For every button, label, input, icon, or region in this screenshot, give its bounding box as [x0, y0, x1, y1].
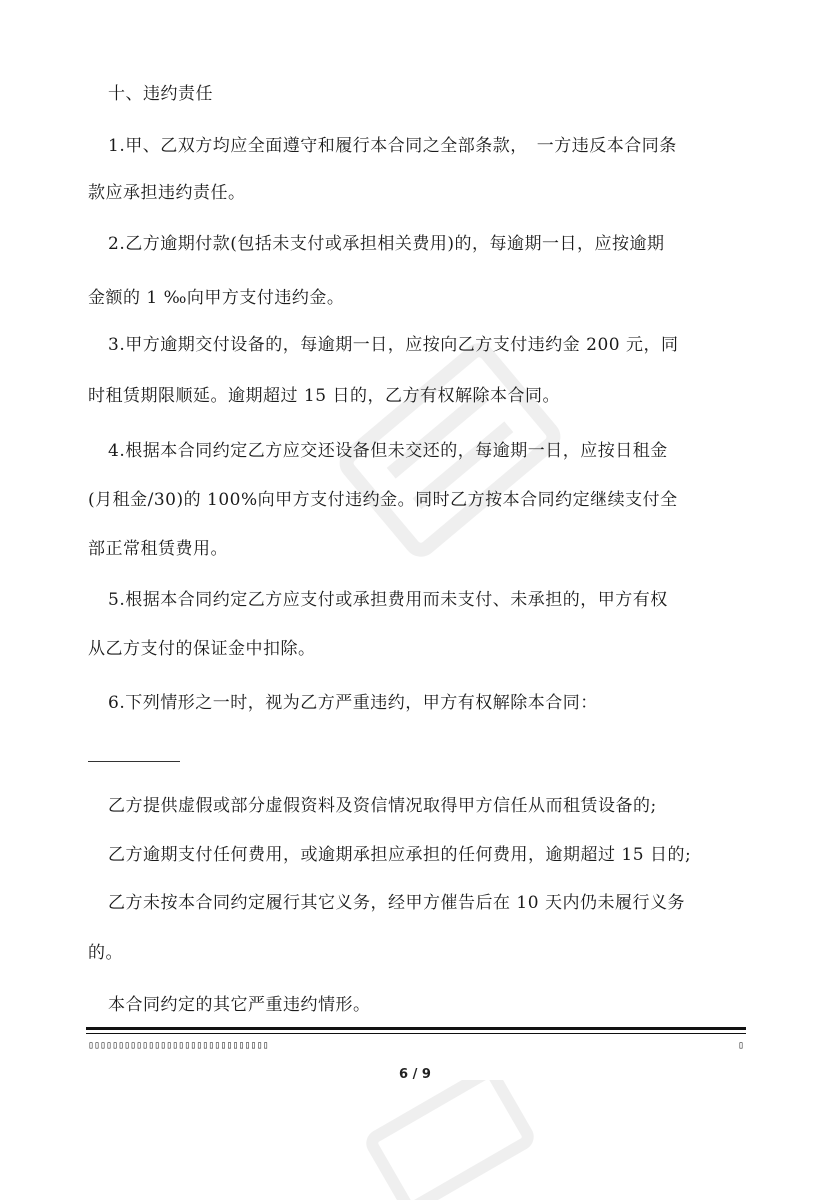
paragraph-line: 金额的 1 ‰向甲方支付违约金。 [88, 288, 345, 308]
paragraph-line: 5.根据本合同约定乙方应支付或承担费用而未支付、未承担的，甲方有权 [108, 590, 668, 610]
paragraph-line: 从乙方支付的保证金中扣除。 [88, 639, 316, 659]
footer-right-text: ▯ [738, 1040, 745, 1051]
footer-divider-thin [86, 1033, 746, 1034]
list-item: 的。 [88, 943, 123, 963]
paragraph-line: 4.根据本合同约定乙方应交还设备但未交还的，每逾期一日，应按日租金 [108, 441, 668, 461]
paragraph-line: (月租金/30)的 100%向甲方支付违约金。同时乙方按本合同约定继续支付全 [88, 490, 678, 510]
list-item: 本合同约定的其它严重违约情形。 [108, 995, 371, 1015]
page-number: 6 / 9 [399, 1067, 431, 1082]
footer-divider-thick [86, 1027, 746, 1030]
paragraph-line: 1.甲、乙双方均应全面遵守和履行本合同之全部条款， 一方违反本合同条 [108, 136, 677, 156]
list-item: 乙方逾期支付任何费用，或逾期承担应承担的任何费用，逾期超过 15 日的; [108, 845, 692, 865]
list-item: 乙方提供虚假或部分虚假资料及资信情况取得甲方信任从而租赁设备的; [108, 796, 657, 816]
footer-left-text: ▯▯▯▯▯▯▯▯▯▯▯▯▯▯▯▯▯▯▯▯▯▯▯▯▯▯▯▯▯▯ [88, 1040, 269, 1051]
paragraph-line: 款应承担违约责任。 [88, 183, 246, 203]
watermark-graphic-bottom [340, 1080, 560, 1200]
paragraph-line: 部正常租赁费用。 [88, 539, 228, 559]
paragraph-line: 时租赁期限顺延。逾期超过 15 日的，乙方有权解除本合同。 [88, 386, 560, 406]
paragraph-line: 6.下列情形之一时，视为乙方严重违约，甲方有权解除本合同： [108, 693, 598, 713]
section-title: 十、违约责任 [108, 84, 213, 104]
list-item: 乙方未按本合同约定履行其它义务，经甲方催告后在 10 天内仍未履行义务 [108, 893, 685, 913]
paragraph-line: 3.甲方逾期交付设备的，每逾期一日，应按向乙方支付违约金 200 元，同 [108, 335, 679, 355]
blank-fill-line [88, 761, 180, 762]
paragraph-line: 2.乙方逾期付款(包括未支付或承担相关费用)的，每逾期一日，应按逾期 [108, 234, 665, 254]
